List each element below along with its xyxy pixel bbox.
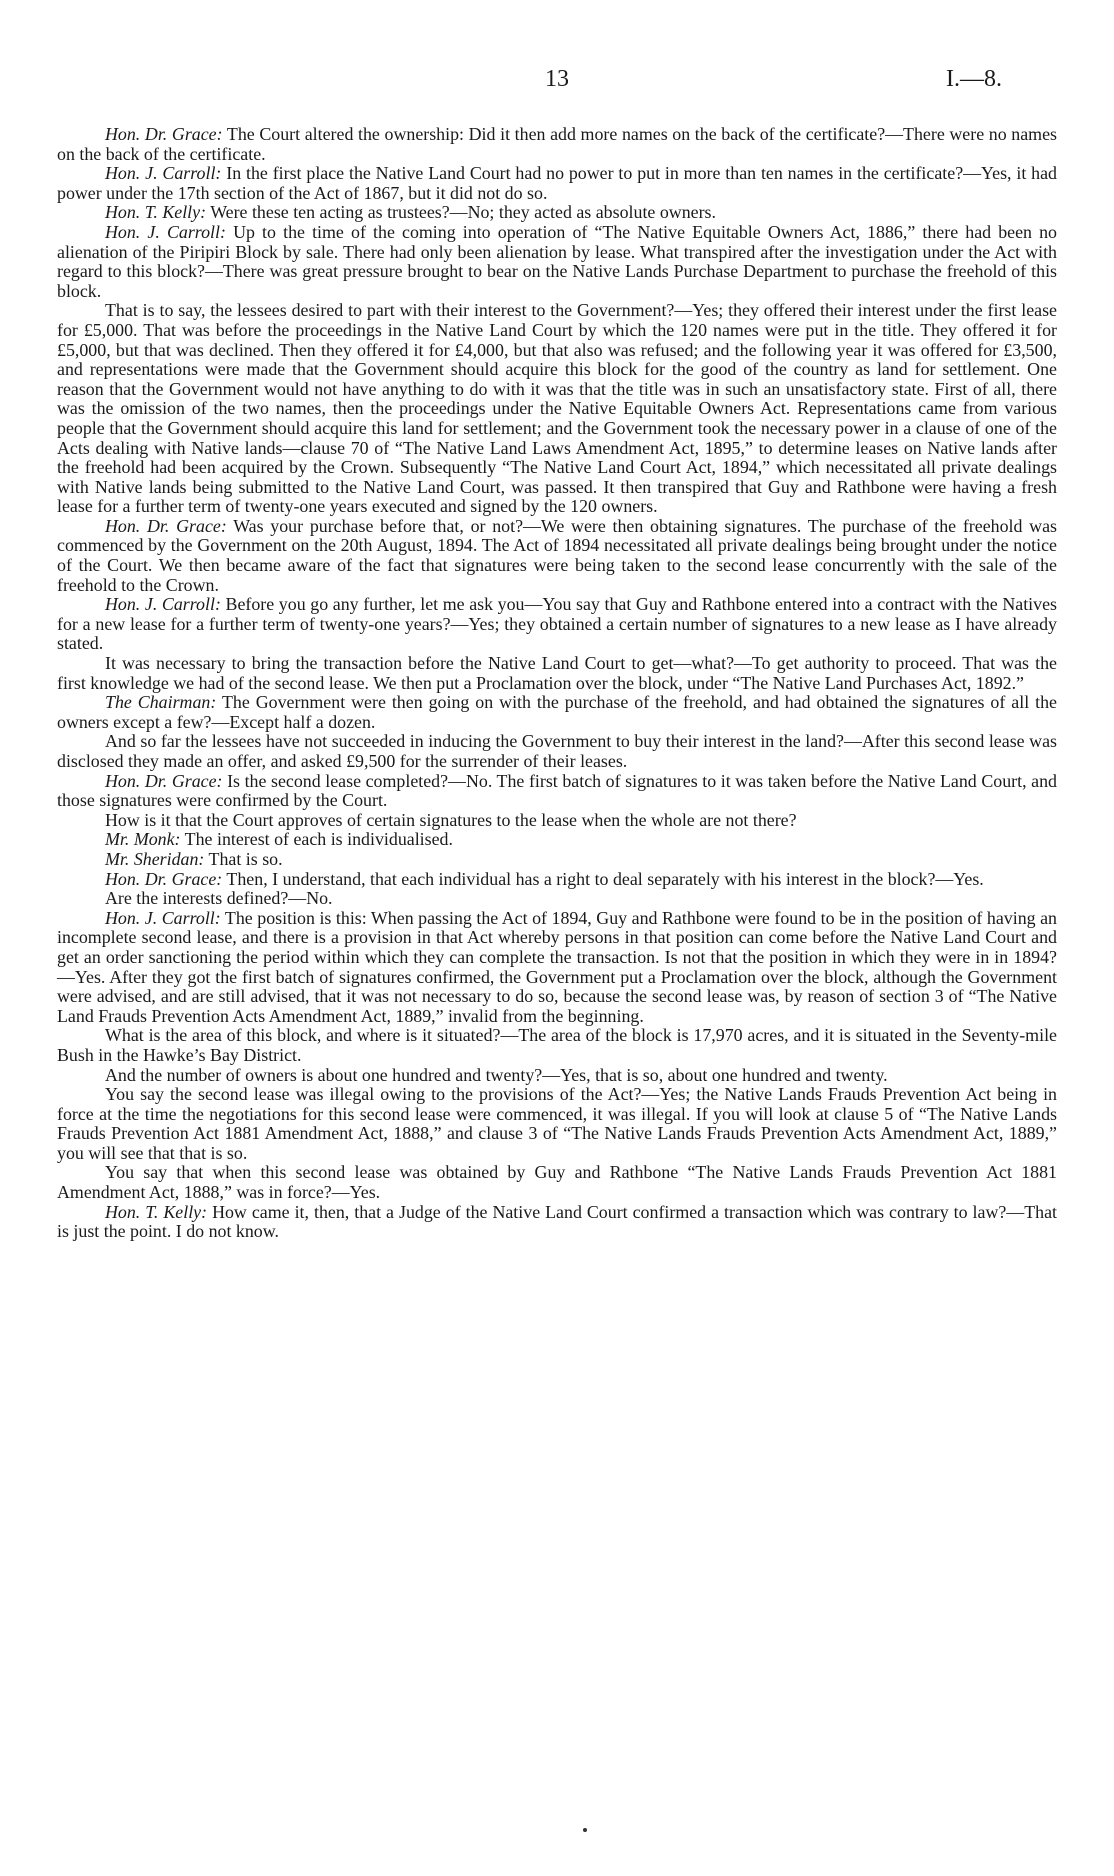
- page-mark: [583, 1828, 587, 1832]
- page-number: 13: [545, 66, 569, 92]
- speaker-name: Hon. T. Kelly:: [105, 202, 207, 223]
- paragraph-text: Were these ten acting as trustees?—No; they acted as absolute owners.: [206, 202, 716, 223]
- paragraph-text: Are the interests defined?—No.: [105, 888, 333, 909]
- paragraph-text: That is so.: [204, 848, 283, 869]
- speaker-name: Hon. J. Carroll:: [105, 907, 221, 928]
- document-reference: I.—8.: [946, 66, 1002, 92]
- speaker-name: Hon. Dr. Grace:: [105, 515, 227, 536]
- paragraph: [57, 1203, 1057, 1242]
- paragraph-text: The Court altered the ownership: Did it then add more names on the back of the certificate?—There were no names on the back of the certificate.: [57, 124, 1057, 164]
- paragraph: [57, 693, 1057, 732]
- paragraph-text: And so far the lessees have not succeeded in inducing the Government to buy their interest in the land?—After this second lease was disclosed they made an offer, and asked £9,500 for the surrender of their leases.: [57, 731, 1057, 771]
- paragraph: [57, 654, 1057, 693]
- paragraph: [57, 595, 1057, 654]
- paragraph-text: Then, I understand, that each individual has a right to deal separately with his interest in the block?—Yes.: [222, 868, 984, 889]
- paragraph-text: You say that when this second lease was obtained by Guy and Rathbone “The Native Lands Frauds Prevention Act 1881 Amendment Act, 1888,” was in force?—Yes.: [57, 1162, 1057, 1203]
- speaker-name: Hon. T. Kelly:: [105, 1201, 208, 1222]
- paragraph-text: That is to say, the lessees desired to part with their interest to the Government?—Yes; they offered their interest under the first lease for £5,000. That was before the proceedings in the Native Land Court by which the 120 names were put in the title. They offered it for £5,000, but that was declined. Then they offered it for £4,000, but that also was refused; and the following year it was offered for £3,500, and representations were made that the Government should acquire this block for the good of the country as land for settlement. One reason that the Government would not have anything to do with it was that the title was in such an unsatisfactory state. First of all, there was the omission of the two names, then the proceedings under the Native Equitable Owners Act. Representations came from various people that the Government should acquire this land for settlement; and the Government took the necessary power in a clause of one of the Acts dealing with Native lands—clause 70 of “The Native Land Laws Amendment Act, 1895,” to determine leases on Native lands after the freehold had been acquired by the Crown. Subsequently “The Native Land Court Act, 1894,” which necessitated all private dealings with Native lands being submitted to the Native Land Court, was passed. It then transpired that Guy and Rathbone were having a fresh lease for a further term of twenty-one years executed and signed by the 120 owners.: [57, 300, 1057, 517]
- paragraph-text: How is it that the Court approves of certain signatures to the lease when the whole are not there?: [105, 809, 797, 830]
- speaker-name: Hon. Dr. Grace:: [105, 124, 223, 144]
- paragraph-text: The interest of each is individualised.: [180, 829, 453, 850]
- paragraph: [57, 772, 1057, 811]
- paragraph: [57, 1163, 1057, 1202]
- paragraph-text: Before you go any further, let me ask you—You say that Guy and Rathbone entered into a contract with the Natives for a new lease for a further term of twenty-one years?—Yes; they obtained a certain number of signatures to a new lease as I have already stated.: [57, 594, 1057, 654]
- paragraph: [57, 1066, 1057, 1086]
- paragraph-text: The Government were then going on with the purchase of the freehold, and had obtained the signatures of all the owners except a few?—Except half a dozen.: [57, 692, 1057, 732]
- paragraph: [57, 125, 1057, 164]
- speaker-name: Mr. Monk:: [105, 829, 181, 850]
- paragraph-text: You say the second lease was illegal owing to the provisions of the Act?—Yes; the Native Lands Frauds Prevention Act being in force at the time the negotiations for this second lease were commenced, it was illegal. If you will look at clause 5 of “The Native Lands Frauds Prevention Act 1881 Amendment Act, 1888,” and clause 3 of “The Native Lands Frauds Prevention Acts Amendment Act, 1889,” you will see that that is so.: [57, 1084, 1057, 1163]
- speaker-name: Mr. Sheridan:: [105, 848, 205, 869]
- paragraph-text: In the first place the Native Land Court had no power to put in more than ten names in the certificate?—Yes, it had power under the 17th section of the Act of 1867, but it did not do so.: [57, 163, 1058, 203]
- paragraph: [57, 223, 1057, 301]
- paragraph: [57, 830, 1057, 850]
- speaker-name: Hon. Dr. Grace:: [105, 868, 223, 889]
- paragraph: [57, 811, 1057, 831]
- paragraph: [57, 203, 1057, 223]
- paragraph: [57, 1026, 1057, 1065]
- speaker-name: Hon. J. Carroll:: [105, 163, 222, 184]
- paragraph: [57, 889, 1057, 909]
- paragraph: [57, 850, 1057, 870]
- paragraph-text: And the number of owners is about one hundred and twenty?—Yes, that is so, about one hundred and twenty.: [105, 1064, 888, 1085]
- paragraph-text: Up to the time of the coming into operation of “The Native Equitable Owners Act, 1886,” there had been no alienation of the Piripiri Block by sale. There had only been alienation by lease. What transpired after the investigation under the Act with regard to this block?—There was great pressure brought to bear on the Native Lands Purchase Department to purchase the freehold of this block.: [57, 221, 1058, 301]
- speaker-name: The Chairman:: [105, 692, 217, 713]
- paragraph: [57, 1085, 1057, 1163]
- paragraph-text: Is the second lease completed?—No. The first batch of signatures to it was taken before the Native Land Court, and those signatures were confirmed by the Court.: [57, 770, 1057, 811]
- paragraph: [57, 164, 1057, 203]
- speaker-name: Hon. Dr. Grace:: [105, 770, 223, 791]
- speaker-name: Hon. J. Carroll:: [105, 221, 226, 242]
- paragraph-text: Was your purchase before that, or not?—We were then obtaining signatures. The purchase of the freehold was commenced by the Government on the 20th August, 1894. The Act of 1894 necessitated all private dealings being brought under the notice of the Court. We then became aware of the fact that signatures were being taken to the second lease concurrently with the sale of the freehold to the Crown.: [57, 515, 1057, 595]
- paragraph: [57, 732, 1057, 771]
- paragraph-text: What is the area of this block, and where is it situated?—The area of the block is 17,970 acres, and it is situated in the Seventy-mile Bush in the Hawke’s Bay District.: [57, 1025, 1057, 1065]
- paragraph: [57, 909, 1057, 1027]
- paragraph: [57, 301, 1057, 517]
- paragraph: [57, 870, 1057, 890]
- paragraph-text: It was necessary to bring the transaction before the Native Land Court to get—what?—To get authority to proceed. That was the first knowledge we had of the second lease. We then put a Proclamation over the block, under “The Native Land Purchases Act, 1892.”: [57, 653, 1057, 693]
- paragraph: [57, 517, 1057, 595]
- paragraph-text: How came it, then, that a Judge of the Native Land Court confirmed a transaction which was contrary to law?—That is just the point. I do not know.: [57, 1201, 1057, 1242]
- body-text: [57, 125, 1057, 1242]
- paragraph-text: The position is this: When passing the Act of 1894, Guy and Rathbone were found to be in the position of having an incomplete second lease, and there is a provision in that Act whereby persons in that position can come before the Native Land Court and get an order sanctioning the period within which they can complete the transaction. Is not that the position in which they were in in 1894?—Yes. After they got the first batch of signatures confirmed, the Government put a Proclamation over the block, although the Government were advised, and are still advised, that it was not necessary to do so, because the second lease was, by reason of section 3 of “The Native Land Frauds Prevention Acts Amendment Act, 1889,” invalid from the beginning.: [57, 907, 1057, 1026]
- speaker-name: Hon. J. Carroll:: [105, 594, 221, 615]
